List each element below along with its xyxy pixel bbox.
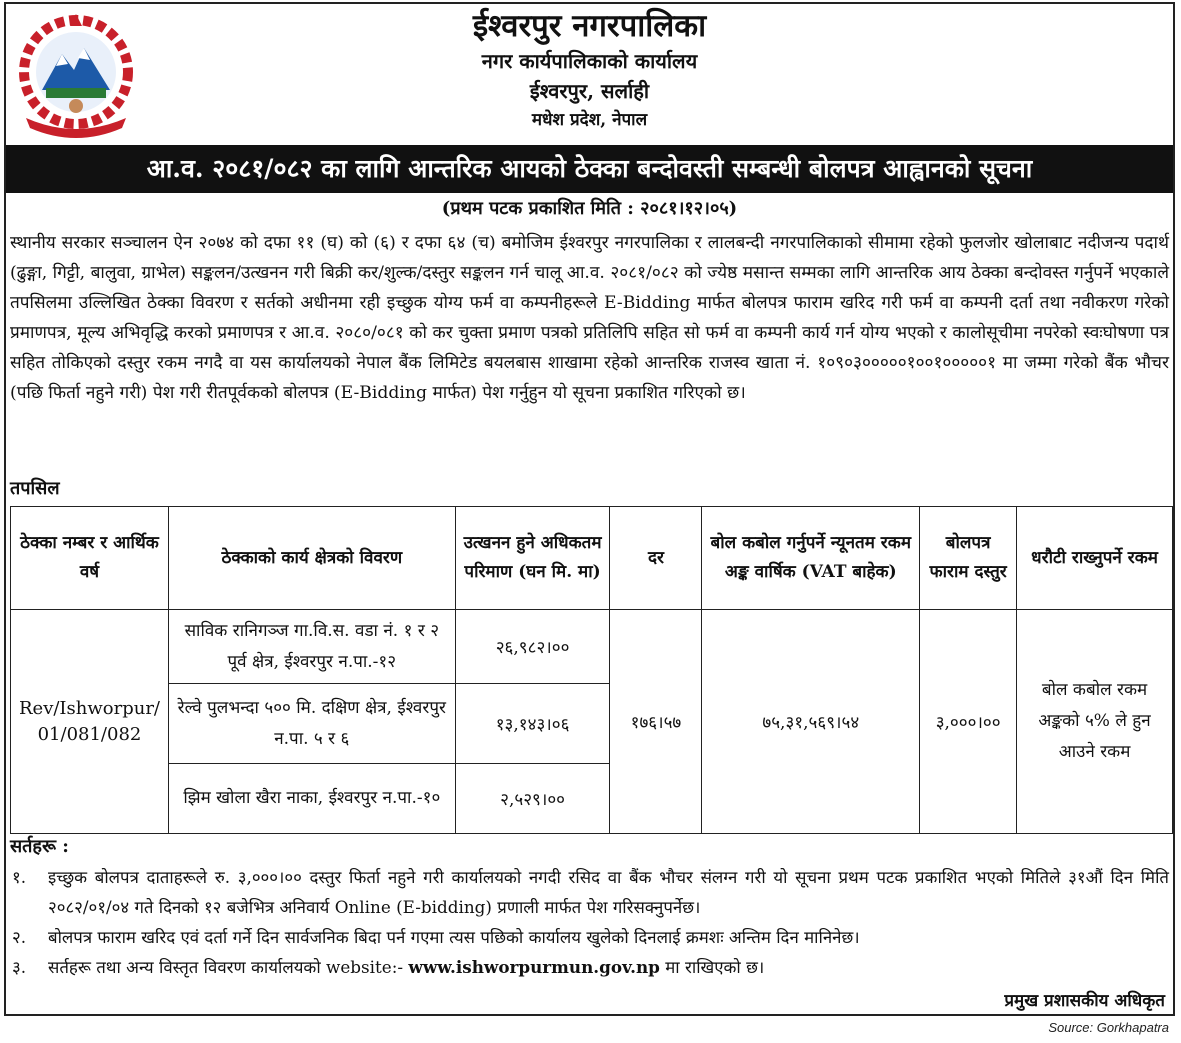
area-description: झिम खोला खैरा नाका, ईश्वरपुर न.पा.-१० [168, 764, 455, 834]
term-text: सर्तहरू तथा अन्य विस्तृत विवरण कार्यालयको website:- [48, 957, 404, 977]
publication-date: (प्रथम पटक प्रकाशित मिति : २०८१।१२।०५) [441, 198, 738, 219]
schedule-label: तपसिल [10, 478, 60, 499]
term-number: १. [12, 867, 27, 887]
header-form-fee: बोलपत्र फाराम दस्तुर [920, 507, 1017, 610]
header-area: ठेक्काको कार्य क्षेत्रको विवरण [168, 507, 455, 610]
term-text: बोलपत्र फाराम खरिद एवं दर्ता गर्ने दिन सार्वजनिक बिदा पर्न गएमा त्यस पछिको कार्यालय खुलेको दिनलाई क्रमशः अन्तिम दिन मानिनेछ। [48, 927, 860, 947]
area-quantity: २,५२९।०० [455, 764, 610, 834]
term-number: ३. [12, 957, 27, 977]
deposit-value: बोल कबोल रकम अङ्कको ५% ले हुन आउने रकम [1017, 610, 1173, 834]
terms-list [10, 862, 1169, 982]
signatory-title: प्रमुख प्रशासकीय अधिकृत [1004, 991, 1165, 1011]
term-text: मा राखिएको छ। [665, 957, 765, 977]
form-fee-value: ३,०००।०० [920, 610, 1017, 834]
org-name: ईश्वरपुर नगरपालिका [472, 8, 707, 44]
header-min-bid: बोल कबोल गर्नुपर्ने न्यूनतम रकम अङ्क वार्षिक (VAT बाहेक) [702, 507, 920, 610]
rate-value: १७६।५७ [610, 610, 702, 834]
area-quantity: १३,१४३।०६ [455, 684, 610, 764]
area-quantity: २६,९८२।०० [455, 610, 610, 684]
list-item [10, 952, 1169, 982]
header-deposit: धरौटी राख्नुपर्ने रकम [1017, 507, 1173, 610]
source-credit: Source: Gorkhapatra [1048, 1020, 1169, 1035]
header-contract: ठेक्का नम्बर र आर्थिक वर्ष [11, 507, 169, 610]
area-description: साविक रानिगञ्ज गा.वि.स. वडा नं. १ र २ पूर्व क्षेत्र, ईश्वरपुर न.पा.-१२ [168, 610, 455, 684]
area-description: रेल्वे पुलभन्दा ५०० मि. दक्षिण क्षेत्र, ईश्वरपुर न.पा. ५ र ६ [168, 684, 455, 764]
table-header-row [11, 507, 1173, 610]
intro-paragraph [10, 228, 1169, 408]
terms-title: सर्तहरू : [10, 836, 69, 857]
term-text: इच्छुक बोलपत्र दाताहरूले रु. ३,०००।०० दस्तुर फिर्ता नहुने गरी कार्यालयको नगदी रसिद वा बैंक भौचर संलग्न गरी यो सूचना प्रथम पटक प्रकाशित भएको मितिले ३१औं दिन मिति २०८२/०१/०४ गते दिनको १२ बजेभित्र अनिवार्य Online (E-bidding) प्रणाली मार्फत पेश गरिसक्नुपर्नेछ। [48, 867, 1169, 917]
intro-text: स्थानीय सरकार सञ्चालन ऐन २०७४ को दफा ११ (घ) को (६) र दफा ६४ (च) बमोजिम ईश्वरपुर नगरपालिका र लालबन्दी नगरपालिकाको सीमामा रहेको फुलजोर खोलाबाट नदीजन्य पदार्थ (ढुङ्गा, गिट्टी, बालुवा, ग्राभेल) सङ्कलन/उत्खनन गरी बिक्री कर/शुल्क/दस्तुर सङ्कलन गर्न चालू आ.व. २०८१/०८२ को ज्येष्ठ मसान्त सम्मका लागि आन्तरिक आय ठेक्का बन्दोवस्त गर्नुपर्ने भएकाले तपसिलमा उल्लिखित ठेक्का विवरण र सर्तको अधीनमा रही इच्छुक योग्य फर्म वा कम्पनीहरूले E-Bidding मार्फत बोलपत्र फाराम खरिद गरी फर्म वा कम्पनी दर्ता तथा नवीकरण गरेको प्रमाणपत्र, मूल्य अभिवृद्धि करको प्रमाणपत्र र आ.व. २०८०/०८१ को कर चुक्ता प्रमाण पत्रको प्रतिलिपि सहित सो फर्म वा कम्पनी कार्य गर्न योग्य भएको र कालोसूचीमा नपरेको स्वःघोषणा पत्र सहित तोकिएको दस्तुर रकम नगदै वा यस कार्यालयको नेपाल बैंक लिमिटेड बयलबास शाखामा रहेको आन्तरिक राजस्व खाता नं. १०९०३०००००१००१०००००१ मा जम्मा गरेको बैंक भौचर (पछि फिर्ता नहुने गरी) पेश गरी रीतपूर्वकको बोलपत्र (E-Bidding मार्फत) पेश गर्नुहुन यो सूचना प्रकाशित गरिएको छ। [10, 233, 1169, 403]
contract-table [10, 506, 1173, 834]
list-item [10, 862, 1169, 922]
notice-title: आ.व. २०८१/०८२ का लागि आन्तरिक आयको ठेक्का बन्दोवस्ती सम्बन्धी बोलपत्र आह्वानको सूचना [6, 145, 1173, 193]
table-row [11, 610, 1173, 684]
header-rate: दर [610, 507, 702, 610]
website-link[interactable]: www.ishworpurmun.gov.np [408, 957, 660, 977]
office-location: ईश्वरपुर, सर्लाही [529, 79, 650, 103]
notice-page [4, 2, 1175, 1016]
office-province: मधेश प्रदेश, नेपाल [531, 110, 648, 130]
header-quantity: उत्खनन हुने अधिकतम परिमाण (घन मि. मा) [455, 507, 610, 610]
contract-number: Rev/Ishworpur/ 01/081/082 [11, 610, 169, 834]
term-number: २. [12, 927, 27, 947]
list-item [10, 922, 1169, 952]
letterhead [6, 4, 1173, 147]
office-name: नगर कार्यपालिकाको कार्यालय [481, 49, 698, 73]
min-bid-value: ७५,३१,५६९।५४ [702, 610, 920, 834]
